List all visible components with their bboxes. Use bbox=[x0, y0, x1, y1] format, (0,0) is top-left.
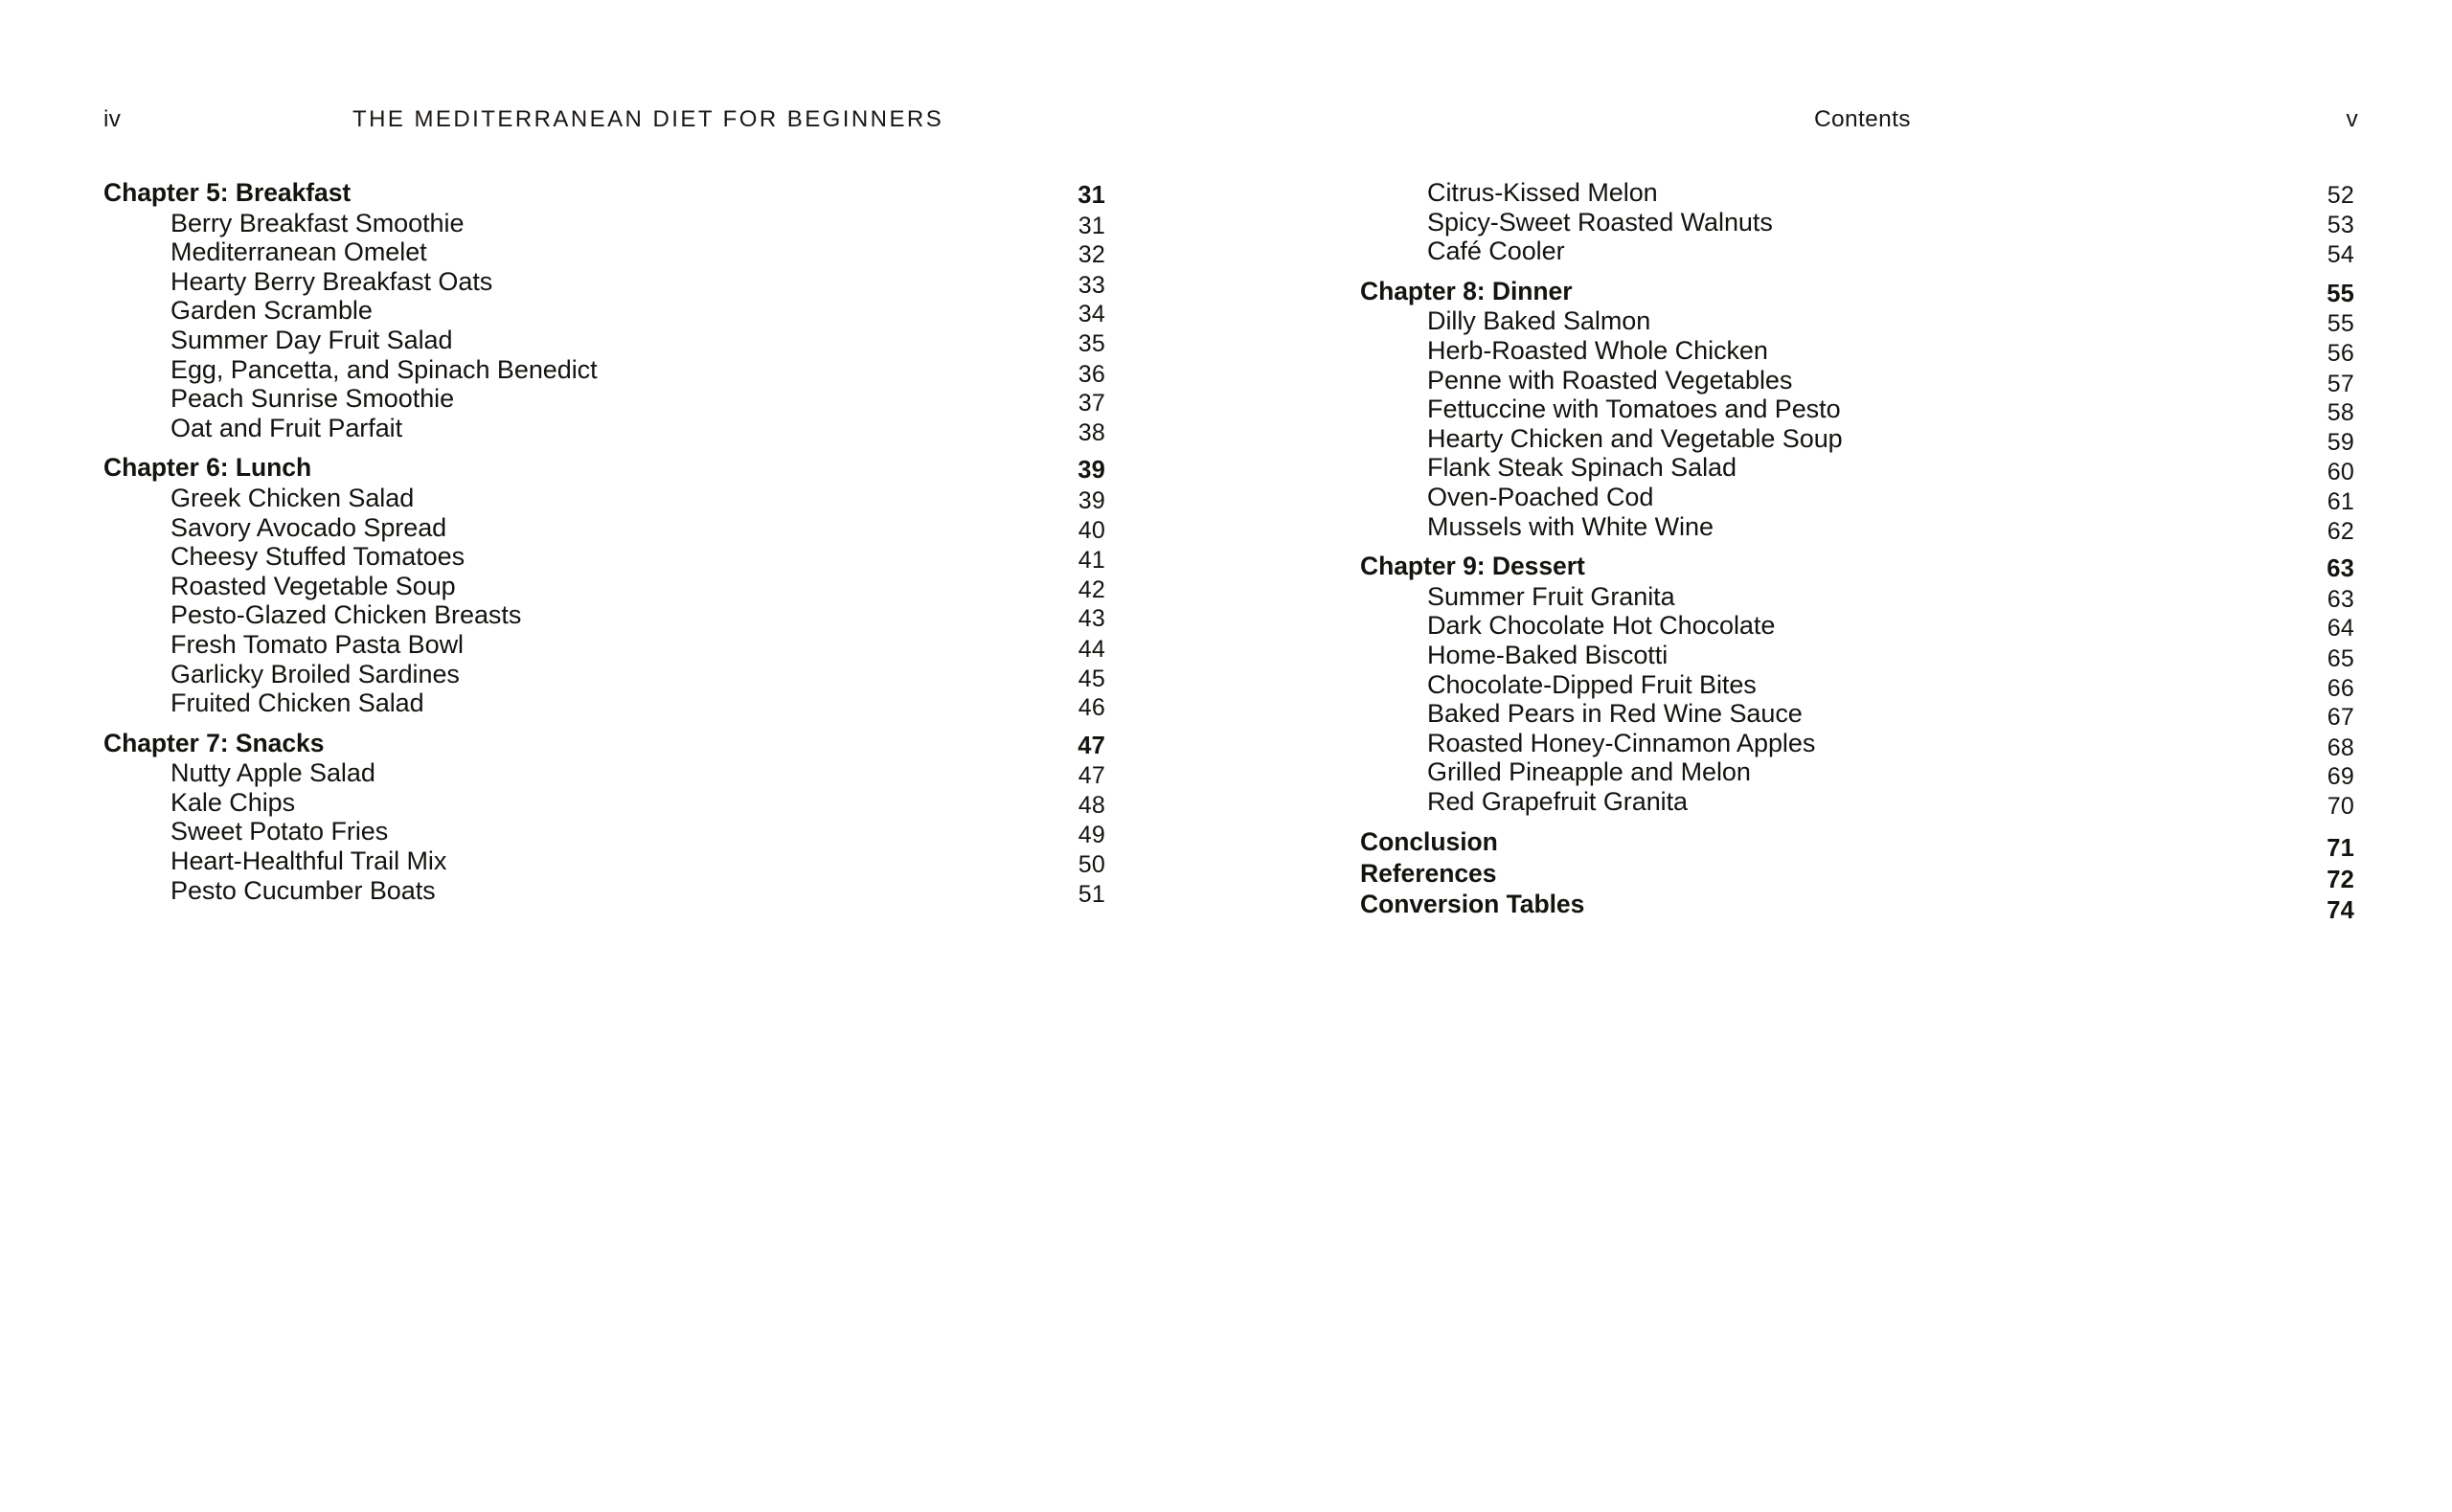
toc-entry-row[interactable] bbox=[103, 513, 1105, 543]
toc-page-number: 56 bbox=[2327, 339, 2354, 367]
folio-left: iv bbox=[103, 106, 122, 132]
toc-column-left bbox=[103, 0, 1105, 908]
toc-page-number: 53 bbox=[2327, 211, 2354, 238]
toc-entry-row[interactable] bbox=[1360, 453, 2354, 486]
toc-page-number: 37 bbox=[1078, 390, 1105, 417]
toc-page-number: 72 bbox=[2327, 866, 2354, 893]
toc-entry-row[interactable] bbox=[103, 600, 1105, 633]
toc-entry-row[interactable] bbox=[103, 876, 1105, 906]
toc-page-number: 67 bbox=[2327, 704, 2354, 732]
toc-page-number: 63 bbox=[2327, 555, 2354, 583]
toc-entry-row[interactable] bbox=[1360, 511, 2354, 545]
toc-entry-title: Fettuccine with Tomatoes and Pesto bbox=[1427, 395, 1841, 424]
toc-entry-title: Flank Steak Spinach Salad bbox=[1427, 453, 1737, 483]
toc-entry-title: Herb-Roasted Whole Chicken bbox=[1427, 335, 1768, 365]
toc-page-number: 69 bbox=[2327, 763, 2354, 791]
toc-entry-row[interactable] bbox=[1360, 424, 2354, 454]
toc-backmatter-row[interactable] bbox=[1360, 826, 2354, 862]
toc-page-number: 54 bbox=[2327, 241, 2354, 269]
toc-page-number: 45 bbox=[1078, 665, 1105, 692]
toc-entry-row[interactable] bbox=[1360, 336, 2354, 366]
toc-entry-title: Baked Pears in Red Wine Sauce bbox=[1427, 699, 1803, 729]
toc-chapter-row[interactable] bbox=[103, 453, 1105, 483]
toc-chapter-title: Chapter 6: Lunch bbox=[103, 453, 312, 483]
toc-chapter-title: Chapter 7: Snacks bbox=[103, 728, 325, 757]
toc-entry-title: Garlicky Broiled Sardines bbox=[170, 659, 460, 688]
toc-page-number: 39 bbox=[1078, 486, 1105, 514]
toc-entry-row[interactable] bbox=[1360, 757, 2354, 791]
toc-entry-title: Cheesy Stuffed Tomatoes bbox=[170, 542, 465, 572]
toc-entry-row[interactable] bbox=[103, 326, 1105, 355]
toc-chapter-title: Chapter 5: Breakfast bbox=[103, 178, 352, 207]
toc-column-right bbox=[1360, 0, 2354, 925]
toc-page-number: 31 bbox=[1078, 212, 1105, 239]
toc-page-number: 63 bbox=[2327, 585, 2354, 613]
toc-entry-row[interactable] bbox=[1360, 786, 2354, 820]
toc-entry-row[interactable] bbox=[1360, 366, 2354, 395]
toc-entry-row[interactable] bbox=[103, 817, 1105, 849]
toc-entry-title: Home-Baked Biscotti bbox=[1427, 640, 1669, 669]
toc-entry-row[interactable] bbox=[103, 758, 1105, 788]
toc-backmatter-title: Conclusion bbox=[1360, 826, 1498, 856]
toc-page-number: 42 bbox=[1078, 575, 1105, 603]
toc-entry-title: Garden Scramble bbox=[170, 296, 373, 326]
toc-page-number: 39 bbox=[1078, 457, 1105, 485]
toc-page-number: 55 bbox=[2327, 280, 2354, 307]
toc-page-number: 58 bbox=[2327, 399, 2354, 427]
toc-backmatter-title: References bbox=[1360, 858, 1497, 888]
toc-entry-title: Kale Chips bbox=[170, 787, 296, 817]
toc-entry-title: Nutty Apple Salad bbox=[170, 758, 375, 788]
toc-page-number: 64 bbox=[2327, 615, 2354, 643]
toc-entry-title: Hearty Chicken and Vegetable Soup bbox=[1427, 423, 1843, 453]
toc-page-number: 36 bbox=[1078, 360, 1105, 388]
toc-page-number: 35 bbox=[1078, 329, 1105, 357]
toc-entry-row[interactable] bbox=[103, 237, 1105, 267]
toc-entry-row[interactable] bbox=[103, 659, 1105, 692]
toc-entry-title: Mediterranean Omelet bbox=[170, 237, 427, 267]
toc-entry-title: Café Cooler bbox=[1427, 237, 1565, 266]
toc-entry-row[interactable] bbox=[103, 572, 1105, 601]
toc-page-number: 68 bbox=[2327, 733, 2354, 761]
toc-entry-row[interactable] bbox=[1360, 237, 2354, 269]
toc-chapter-title: Chapter 8: Dinner bbox=[1360, 276, 1573, 305]
toc-entry-title: Greek Chicken Salad bbox=[170, 483, 415, 512]
toc-entry-row[interactable] bbox=[1360, 482, 2354, 515]
toc-entry-title: Dilly Baked Salmon bbox=[1427, 306, 1651, 336]
toc-chapter-row[interactable] bbox=[103, 729, 1105, 758]
toc-entry-title: Fruited Chicken Salad bbox=[170, 688, 424, 718]
toc-entry-title: Oat and Fruit Parfait bbox=[170, 413, 403, 442]
toc-page-number: 59 bbox=[2327, 428, 2354, 456]
toc-entry-title: Berry Breakfast Smoothie bbox=[170, 208, 465, 237]
toc-entry-row[interactable] bbox=[1360, 670, 2354, 700]
toc-entry-title: Egg, Pancetta, and Spinach Benedict bbox=[170, 354, 598, 384]
toc-entry-title: Roasted Honey-Cinnamon Apples bbox=[1427, 728, 1816, 757]
toc-entry-row[interactable] bbox=[1360, 611, 2354, 641]
toc-entry-title: Red Grapefruit Granita bbox=[1427, 786, 1689, 816]
toc-entry-row[interactable] bbox=[103, 484, 1105, 513]
toc-entry-title: Grilled Pineapple and Melon bbox=[1427, 757, 1751, 787]
toc-page-number: 62 bbox=[2327, 517, 2354, 545]
toc-entry-title: Pesto Cucumber Boats bbox=[170, 875, 436, 905]
toc-page-number: 50 bbox=[1078, 851, 1105, 879]
toc-backmatter-title: Conversion Tables bbox=[1360, 890, 1585, 919]
toc-entry-title: Peach Sunrise Smoothie bbox=[170, 384, 455, 414]
toc-entry-row[interactable] bbox=[1360, 699, 2354, 732]
toc-entry-row[interactable] bbox=[103, 846, 1105, 879]
toc-entry-title: Heart-Healthful Trail Mix bbox=[170, 846, 447, 876]
toc-backmatter-row[interactable] bbox=[1360, 858, 2354, 893]
toc-entry-title: Mussels with White Wine bbox=[1427, 511, 1714, 541]
toc-page-number: 74 bbox=[2327, 897, 2354, 925]
toc-entry-row[interactable] bbox=[103, 384, 1105, 417]
toc-list-right bbox=[1360, 0, 2354, 925]
toc-entry-row[interactable] bbox=[103, 267, 1105, 297]
toc-entry-title: Spicy-Sweet Roasted Walnuts bbox=[1427, 207, 1773, 237]
toc-entry-row[interactable] bbox=[103, 209, 1105, 238]
toc-page-number: 40 bbox=[1078, 516, 1105, 544]
toc-entry-title: Summer Fruit Granita bbox=[1427, 581, 1675, 611]
toc-entry-title: Roasted Vegetable Soup bbox=[170, 571, 456, 600]
toc-entry-title: Pesto-Glazed Chicken Breasts bbox=[170, 600, 522, 630]
toc-page-number: 61 bbox=[2327, 487, 2354, 515]
toc-page-number: 31 bbox=[1078, 182, 1105, 209]
toc-entry-row[interactable] bbox=[1360, 306, 2354, 336]
toc-entry-row[interactable] bbox=[103, 542, 1105, 575]
toc-entry-title: Citrus-Kissed Melon bbox=[1427, 178, 1658, 207]
running-head-book-title: THE MEDITERRANEAN DIET FOR BEGINNERS bbox=[352, 106, 944, 132]
toc-page-number: 33 bbox=[1078, 271, 1105, 299]
toc-chapter-title: Chapter 9: Dessert bbox=[1360, 552, 1585, 581]
toc-page-number: 49 bbox=[1078, 822, 1105, 849]
toc-entry-row[interactable] bbox=[103, 629, 1105, 663]
toc-page-number: 47 bbox=[1078, 762, 1105, 790]
toc-chapter-row[interactable] bbox=[1360, 552, 2354, 581]
toc-entry-row[interactable] bbox=[1360, 208, 2354, 237]
toc-backmatter-row[interactable] bbox=[1360, 890, 2354, 925]
toc-page-number: 32 bbox=[1078, 241, 1105, 269]
toc-entry-title: Dark Chocolate Hot Chocolate bbox=[1427, 611, 1776, 641]
toc-page-number: 34 bbox=[1078, 301, 1105, 328]
toc-page-number: 65 bbox=[2327, 644, 2354, 672]
toc-entry-row[interactable] bbox=[1360, 582, 2354, 612]
toc-chapter-row[interactable] bbox=[103, 178, 1105, 208]
toc-chapter-row[interactable] bbox=[1360, 277, 2354, 306]
toc-entry-row[interactable] bbox=[103, 788, 1105, 818]
toc-entry-title: Chocolate-Dipped Fruit Bites bbox=[1427, 669, 1757, 699]
running-head-contents: Contents bbox=[1814, 106, 1911, 132]
toc-entry-row[interactable] bbox=[103, 413, 1105, 446]
toc-entry-title: Summer Day Fruit Salad bbox=[170, 325, 453, 354]
toc-page-number: 55 bbox=[2327, 310, 2354, 338]
toc-page-number: 43 bbox=[1078, 605, 1105, 633]
toc-page-number: 51 bbox=[1078, 880, 1105, 908]
toc-page-number: 60 bbox=[2327, 459, 2354, 486]
toc-page-number: 41 bbox=[1078, 547, 1105, 575]
toc-page-number: 70 bbox=[2327, 792, 2354, 820]
toc-entry-row[interactable] bbox=[103, 354, 1105, 388]
toc-entry-row[interactable] bbox=[1360, 728, 2354, 761]
toc-page-number: 47 bbox=[1078, 732, 1105, 759]
toc-entry-row[interactable] bbox=[103, 296, 1105, 326]
toc-entry-title: Penne with Roasted Vegetables bbox=[1427, 365, 1793, 395]
toc-entry-title: Fresh Tomato Pasta Bowl bbox=[170, 629, 464, 659]
toc-entry-row[interactable] bbox=[103, 688, 1105, 722]
toc-entry-row[interactable] bbox=[1360, 178, 2354, 208]
folio-right: v bbox=[2346, 106, 2358, 132]
toc-page-number: 48 bbox=[1078, 791, 1105, 819]
toc-entry-title: Hearty Berry Breakfast Oats bbox=[170, 266, 493, 296]
toc-entry-row[interactable] bbox=[1360, 395, 2354, 427]
toc-page-number: 57 bbox=[2327, 370, 2354, 397]
toc-page-number: 38 bbox=[1078, 418, 1105, 446]
toc-page-number: 46 bbox=[1078, 694, 1105, 722]
toc-entry-row[interactable] bbox=[1360, 641, 2354, 670]
toc-page-number: 52 bbox=[2327, 182, 2354, 209]
toc-entry-title: Savory Avocado Spread bbox=[170, 512, 447, 542]
toc-list-left bbox=[103, 0, 1105, 908]
toc-page-number: 44 bbox=[1078, 635, 1105, 663]
toc-page-number: 71 bbox=[2327, 834, 2354, 862]
toc-entry-title: Oven-Poached Cod bbox=[1427, 482, 1654, 511]
toc-entry-title: Sweet Potato Fries bbox=[170, 817, 389, 846]
toc-page-number: 66 bbox=[2327, 674, 2354, 702]
